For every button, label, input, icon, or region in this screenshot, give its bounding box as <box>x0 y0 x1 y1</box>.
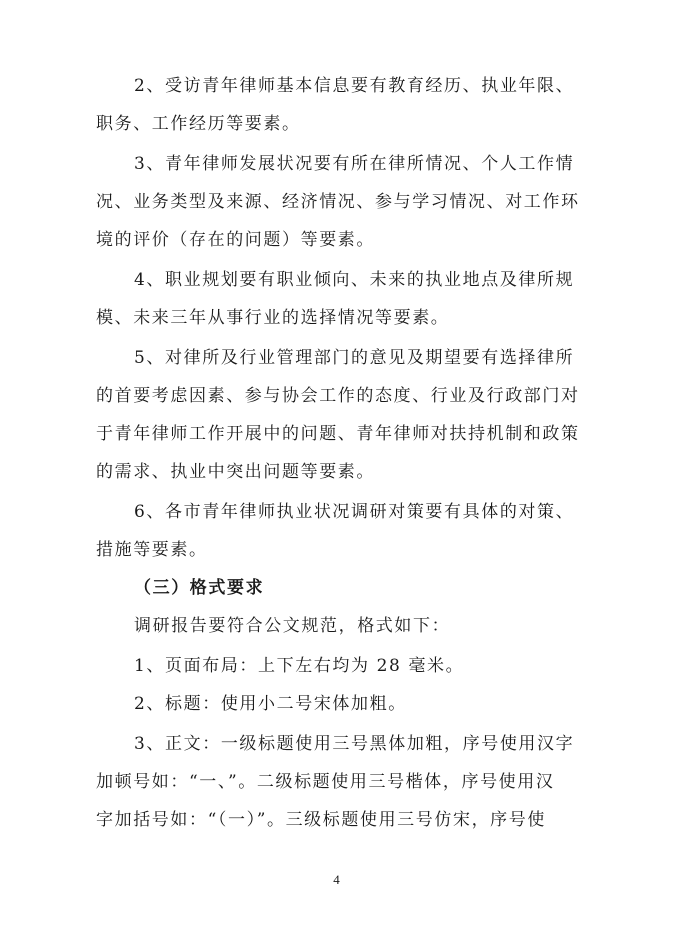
format-item-title: 2、标题：使用小二号宋体加粗。 <box>134 694 407 714</box>
paragraph-5-line-4: 的需求、执业中突出问题等要素。 <box>96 462 375 482</box>
section-heading-format: （三）格式要求 <box>134 578 265 598</box>
paragraph-4-line-1: 4、职业规划要有职业倾向、未来的执业地点及律所规 <box>134 270 575 290</box>
paragraph-3-line-2: 况、业务类型及来源、经济情况、参与学习情况、对工作环 <box>96 192 580 212</box>
format-intro: 调研报告要符合公文规范，格式如下： <box>134 616 451 636</box>
format-item-page-layout: 1、页面布局：上下左右均为 28 毫米。 <box>134 656 465 676</box>
paragraph-2-line-1: 2、受访青年律师基本信息要有教育经历、执业年限、 <box>134 76 575 96</box>
paragraph-5-line-3: 于青年律师工作开展中的问题、青年律师对扶持机制和政策 <box>96 424 580 444</box>
format-item-body-line-2: 加顿号如：“一、”。二级标题使用三号楷体，序号使用汉 <box>96 772 555 792</box>
page-number: 4 <box>333 872 340 887</box>
paragraph-3-line-1: 3、青年律师发展状况要有所在律所情况、个人工作情 <box>134 154 575 174</box>
paragraph-5-line-2: 的首要考虑因素、参与协会工作的态度、行业及行政部门对 <box>96 386 580 406</box>
paragraph-4-line-2: 模、未来三年从事行业的选择情况等要素。 <box>96 308 450 328</box>
format-item-body-line-3: 字加括号如：“（一）”。三级标题使用三号仿宋，序号使 <box>96 810 546 830</box>
paragraph-2-line-2: 职务、工作经历等要素。 <box>96 114 301 134</box>
paragraph-6-line-1: 6、各市青年律师执业状况调研对策要有具体的对策、 <box>134 502 575 522</box>
paragraph-3-line-3: 境的评价（存在的问题）等要素。 <box>96 230 375 250</box>
paragraph-6-line-2: 措施等要素。 <box>96 540 208 560</box>
format-item-body-line-1: 3、正文：一级标题使用三号黑体加粗，序号使用汉字 <box>134 734 575 754</box>
paragraph-5-line-1: 5、对律所及行业管理部门的意见及期望要有选择律所 <box>134 348 575 368</box>
